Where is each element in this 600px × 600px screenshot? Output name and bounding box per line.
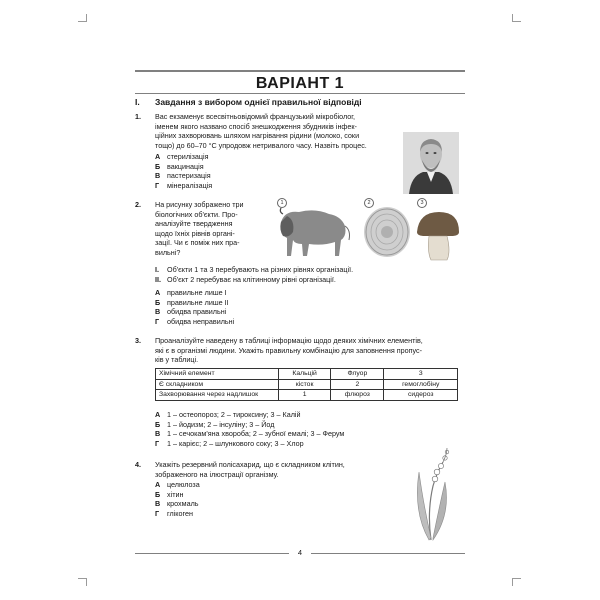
table-cell: гемоглобіну — [384, 379, 458, 390]
answer-options — [155, 288, 234, 326]
table-row — [156, 390, 458, 401]
answer-option — [155, 490, 200, 500]
statement-text: Об'єкт 2 перебуває на клітинному рівні організації. — [167, 274, 336, 284]
answer-option — [155, 181, 212, 191]
table-cell: 3 — [384, 369, 458, 380]
table-cell: 1 — [279, 390, 331, 401]
option-letter: Г — [155, 180, 160, 190]
image-label: 3 — [417, 198, 427, 208]
answer-options — [155, 410, 344, 448]
option-text: 1 – йодизм; 2 – інсуліну; 3 – Йод — [167, 419, 275, 429]
option-text: стерилізація — [167, 152, 209, 161]
option-text: правильне лише I — [167, 288, 227, 297]
question-line: щодо їхніх рівнів органі- — [155, 228, 235, 238]
chemical-elements-table — [155, 368, 458, 401]
option-letter: Б — [155, 161, 161, 171]
answer-option — [155, 298, 234, 308]
option-text: правильне лише II — [167, 297, 229, 307]
statement — [155, 265, 353, 275]
statements — [155, 265, 353, 284]
answer-option — [155, 509, 200, 519]
footer-rule-right — [311, 553, 465, 554]
statement-roman: II. — [155, 274, 161, 284]
table-cell: 2 — [331, 379, 384, 390]
question-line: тощо) до 60–70 °С упродовж нетривалого часу. Назвіть процес. — [155, 140, 367, 150]
question-line: зображеного на ілюстрації організму. — [155, 469, 279, 479]
statement-roman: I. — [155, 265, 159, 274]
question-number: 3. — [135, 336, 141, 345]
crop-mark — [78, 21, 86, 22]
question-text — [155, 460, 395, 479]
answer-option — [155, 171, 212, 181]
answer-option — [155, 162, 212, 172]
option-text: обидва правильні — [167, 307, 227, 316]
bison-image — [275, 200, 353, 262]
option-letter: В — [155, 307, 161, 316]
table-cell: сидероз — [384, 390, 458, 401]
option-text: крохмаль — [167, 499, 199, 508]
question-line: На рисунку зображено три — [155, 200, 244, 209]
question-text — [155, 112, 390, 150]
option-text: мінералізація — [167, 180, 213, 190]
crop-mark — [78, 578, 86, 579]
answer-option — [155, 499, 200, 509]
question-line: ційних захворювань шляхом нагрівання рідини (молоко, соки — [155, 131, 360, 141]
answer-option — [155, 317, 234, 327]
table-cell: Флуор — [331, 369, 384, 380]
question-text — [155, 200, 267, 258]
table-cell: Хімічний елемент — [156, 369, 279, 380]
answer-option — [155, 307, 234, 317]
answer-option — [155, 439, 344, 449]
crop-mark — [86, 578, 87, 586]
answer-option — [155, 429, 344, 439]
question-line: іменем якого названо спосіб знешкодження збудників інфек- — [155, 121, 357, 131]
answer-options — [155, 152, 212, 190]
crop-mark — [512, 578, 513, 586]
option-text: 1 – карієс; 2 – шлункового соку; 3 – Хлор — [167, 438, 304, 448]
question-line: зації. Чи є поміж них пра- — [155, 238, 240, 248]
option-letter: А — [155, 288, 161, 297]
option-letter: А — [155, 152, 161, 161]
option-text: хітин — [167, 489, 184, 499]
statement — [155, 275, 353, 285]
statement-text: Об'єкти 1 та 3 перебувають на різних рівнях організації. — [167, 265, 354, 274]
crop-mark — [513, 578, 521, 579]
table-cell: Є складником — [156, 379, 279, 390]
question-line: аналізуйте твердження — [155, 219, 233, 229]
option-letter: А — [155, 410, 161, 419]
option-text: целюлоза — [167, 480, 200, 489]
question-line: вильні? — [155, 247, 181, 257]
option-letter: Б — [155, 297, 161, 307]
question-line: Проаналізуйте наведену в таблиці інформацію щодо деяких хімічних елементів, — [155, 336, 423, 345]
section-title: Завдання з вибором однієї правильної відповіді — [155, 97, 362, 107]
image-label: 1 — [277, 198, 287, 208]
section-number: I. — [135, 97, 140, 107]
mushroom-image — [415, 208, 461, 262]
option-letter: В — [155, 429, 161, 438]
option-letter: Б — [155, 419, 161, 429]
table-cell: Захворювання через надлишок — [156, 390, 279, 401]
answer-option — [155, 288, 234, 298]
option-text: глікоген — [167, 508, 193, 518]
scientist-portrait-image — [403, 132, 459, 194]
table-cell: кісток — [279, 379, 331, 390]
question-line: біологічних об'єкти. Про- — [155, 209, 238, 219]
answer-options — [155, 480, 200, 518]
table-cell: флюроз — [331, 390, 384, 401]
option-letter: А — [155, 480, 161, 489]
option-letter: В — [155, 499, 161, 508]
image-label: 2 — [364, 198, 374, 208]
option-letter: Г — [155, 508, 160, 518]
option-letter: Г — [155, 316, 160, 326]
option-letter: В — [155, 171, 161, 180]
option-letter: Б — [155, 489, 161, 499]
option-text: обидва неправильні — [167, 316, 235, 326]
answer-option — [155, 152, 212, 162]
option-text: 1 – остеопороз; 2 – тироксину; 3 – Калій — [167, 410, 301, 419]
title-rule — [135, 93, 465, 94]
question-number: 2. — [135, 200, 141, 209]
option-text: вакцинація — [167, 161, 204, 171]
table-row — [156, 379, 458, 390]
worksheet-page — [135, 60, 465, 570]
question-line: Укажіть резервний полісахарид, що є складником клітин, — [155, 460, 345, 469]
lily-of-the-valley-image — [407, 442, 457, 542]
answer-option — [155, 420, 344, 430]
question-line: ків у таблиці. — [155, 355, 199, 365]
table-cell: Кальцій — [279, 369, 331, 380]
page-title: ВАРІАНТ 1 — [255, 75, 345, 92]
question-number: 4. — [135, 460, 141, 469]
answer-option — [155, 480, 200, 490]
option-text: пастеризація — [167, 171, 211, 180]
cell-image — [362, 204, 412, 260]
table-header-row — [156, 369, 458, 380]
crop-mark — [513, 21, 521, 22]
option-text: 1 – сечокам'яна хвороба; 2 – зубної емалі; 3 – Ферум — [167, 429, 345, 438]
question-line: які є в організмі людини. Укажіть правильну комбінацію для заповнення пропус- — [155, 345, 422, 355]
answer-option — [155, 410, 344, 420]
question-3 — [135, 336, 465, 366]
question-line: Вас екзаменує всесвітньовідомий французький мікробіолог, — [155, 112, 356, 121]
option-letter: Г — [155, 438, 160, 448]
top-rule — [135, 70, 465, 72]
question-text — [155, 336, 465, 365]
crop-mark — [86, 14, 87, 22]
page-number: 4 — [297, 548, 303, 557]
question-number: 1. — [135, 112, 141, 121]
